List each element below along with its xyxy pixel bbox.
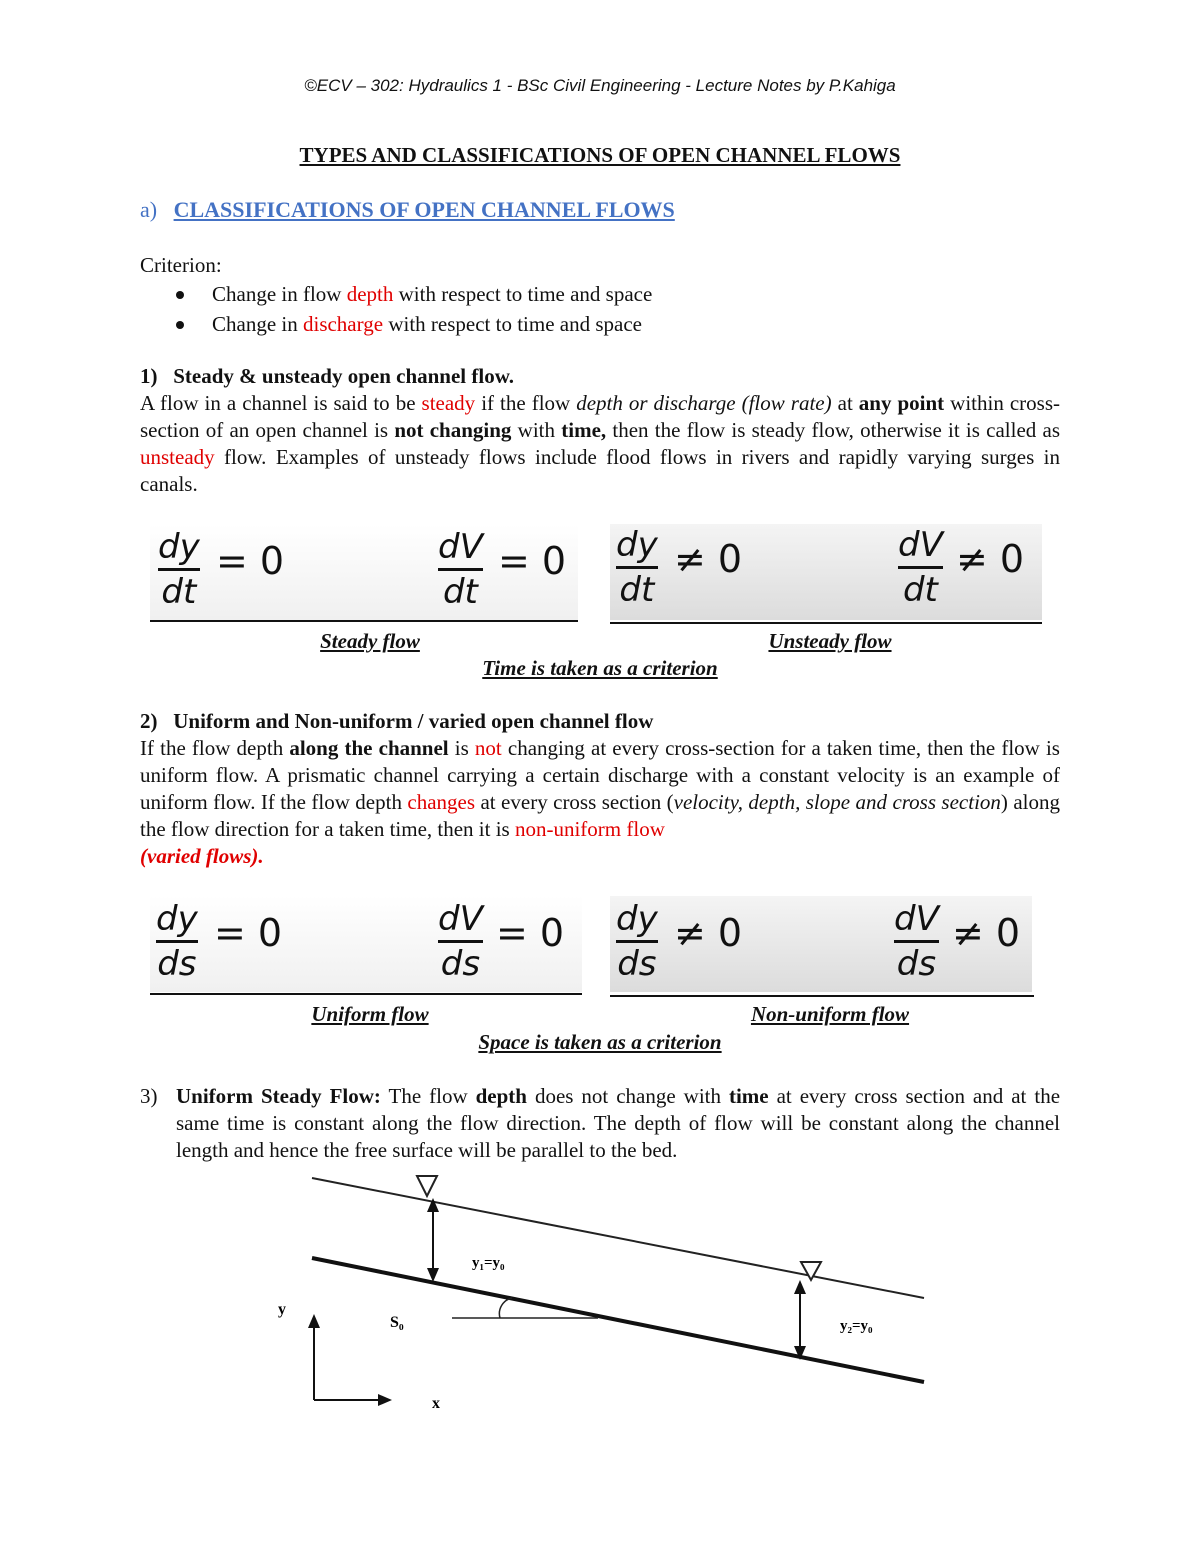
bullet-text: Change in — [212, 312, 303, 336]
equals-zero: = 0 — [496, 911, 565, 955]
fraction-dy-dt: dy dt — [616, 525, 658, 610]
page-title: TYPES AND CLASSIFICATIONS OF OPEN CHANNEL FLOWS — [299, 143, 901, 167]
not-equal-zero: ≠ 0 — [956, 537, 1025, 581]
equals-zero: = 0 — [216, 539, 285, 583]
arrowhead-icon — [308, 1314, 320, 1328]
criterion-label: Criterion: — [140, 253, 222, 277]
bullet-highlight: depth — [346, 282, 394, 306]
section-a-title: CLASSIFICATIONS OF OPEN CHANNEL FLOWS — [173, 197, 675, 222]
section-a-marker: a) — [140, 197, 158, 222]
item1-paragraph: A flow in a channel is said to be steady if the flow depth or discharge (flow rate) at any point within cross-section of an open channel is not changing with time, then the flow is steady flow, otherwise it is called as unsteady flow. Examples of unsteady flows include flood flows in rivers and rapidly varying surges in canals. — [140, 391, 1061, 496]
item1-title: Steady & unsteady open channel flow. — [173, 364, 514, 388]
axis-label-x: x — [432, 1395, 440, 1412]
fraction-dv-ds: dV ds — [894, 899, 939, 984]
not-equal-zero: ≠ 0 — [952, 911, 1021, 955]
caption-nonuniform: Non-uniform flow — [750, 1002, 910, 1026]
arrowhead-icon — [794, 1280, 806, 1294]
equals-zero: = 0 — [498, 539, 567, 583]
fraction-dy-ds: dy ds — [156, 899, 198, 984]
equals-zero: = 0 — [214, 911, 283, 955]
arrowhead-icon — [378, 1394, 392, 1406]
axis-label-y: y — [278, 1301, 286, 1318]
free-surface-line — [312, 1178, 924, 1298]
item3-number: 3) — [140, 1084, 158, 1108]
fraction-dv-dt: dV dt — [438, 527, 483, 612]
fraction-dy-dt: dy dt — [158, 527, 200, 612]
fraction-dv-ds: dV ds — [438, 899, 483, 984]
item3-paragraph: Uniform Steady Flow: The flow depth does not change with time at every cross section and at the same time is constant along the flow direction. The depth of flow will be constant along the channel length and hence the free surface will be parallel to the bed. — [176, 1084, 1061, 1162]
caption-unsteady: Unsteady flow — [768, 629, 892, 653]
fraction-dv-dt: dV dt — [898, 525, 943, 610]
caption-uniform: Uniform flow — [311, 1002, 429, 1026]
fraction-dy-ds: dy ds — [616, 899, 658, 984]
label-s0: S₀ — [390, 1314, 404, 1331]
caption-time-criterion: Time is taken as a criterion — [482, 656, 718, 680]
water-surface-icon — [417, 1176, 437, 1196]
bullet-text: with respect to time and space — [393, 282, 653, 306]
label-y2: y₂=y₀ — [840, 1318, 873, 1334]
not-equal-zero: ≠ 0 — [674, 537, 743, 581]
bullet-text: with respect to time and space — [383, 312, 642, 336]
caption-space-criterion: Space is taken as a criterion — [478, 1030, 722, 1054]
channel-bed-line — [312, 1258, 924, 1382]
item2-paragraph: If the flow depth along the channel is not changing at every cross-section for a taken time, then the flow is uniform flow. A prismatic channel carrying a certain discharge with a constant velocity is an example of uniform flow. If the flow depth changes at every cross section (velocity, depth, slope and cross section) along the flow direction for a taken time, then it is non-uniform flow (varied flows). — [140, 736, 1060, 868]
item2-number: 2) — [140, 709, 158, 733]
slope-angle-arc — [499, 1298, 512, 1318]
bullet-highlight: discharge — [302, 312, 384, 336]
not-equal-zero: ≠ 0 — [674, 911, 743, 955]
item2-title: Uniform and Non-uniform / varied open channel flow — [173, 709, 654, 733]
item1-number: 1) — [140, 364, 158, 388]
label-y1: y₁=y₀ — [472, 1255, 505, 1271]
caption-steady: Steady flow — [320, 629, 420, 653]
page-header: ©ECV – 302: Hydraulics 1 - BSc Civil Engineering - Lecture Notes by P.Kahiga — [304, 76, 896, 95]
bullet-text: Change in flow — [212, 282, 347, 306]
